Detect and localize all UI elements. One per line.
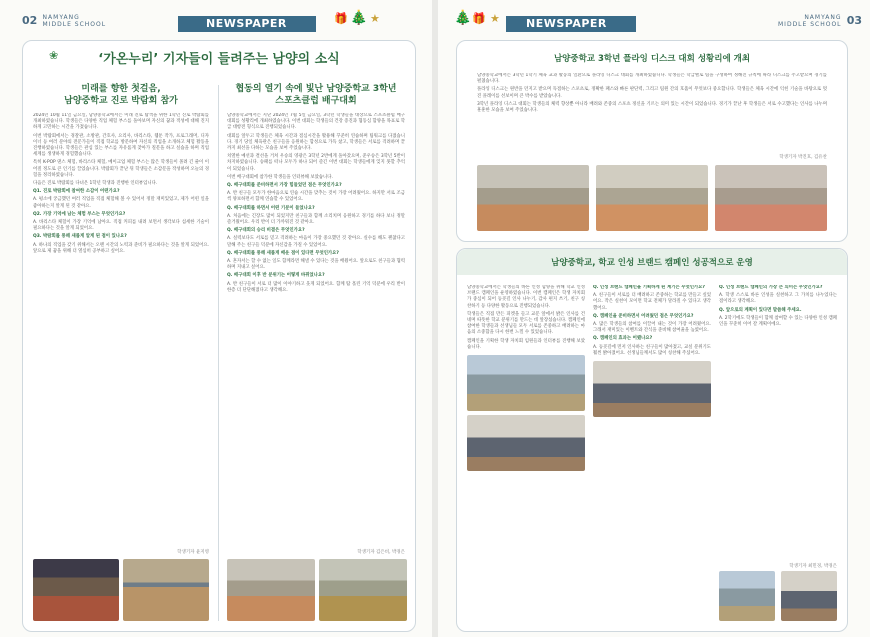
section-label: NEWSPAPER: [206, 17, 287, 30]
article4-photo-4: [719, 571, 775, 621]
article1-photo-2: [123, 559, 209, 621]
article4-photo-1: [467, 355, 585, 411]
article4-title: 남양중학교, 학교 인성 브랜드 캠페인 성공적으로 운영: [551, 258, 753, 268]
page-number: 02: [22, 14, 38, 27]
article4-body-col3: Q. 인성 브랜드 캠페인의 가장 큰 의미는 무엇인가요? A. 학생 스스로 바른 인성을 실천하고 그 가치를 나누었다는 점이라고 생각해요. Q. 앞으로의 계획이 있다면 말씀해 주세요. A. 2학기에도 학생들이 함께 참여할 수 있는 다양한 인성 캠페인을 꾸준히 이어 갈 계획이에요.: [719, 285, 837, 328]
leaf-icon: ❀: [49, 49, 59, 62]
tree-icon: 🎄: [454, 10, 472, 26]
left-main-card: [22, 40, 416, 632]
section-label: NEWSPAPER: [526, 17, 607, 30]
gift-icon: 🎁: [472, 12, 486, 25]
article3-body: 남양중학교에서는 3학년 1학기 체육 교과 활동의 일환으로 플라잉 디스크 대회를 개최하였습니다. 학생들은 학급별로 팀을 구성하여 정해진 규칙에 따라 디스크를 주고받으며 경기를 펼쳤습니다. 플라잉 디스크는 원반을 던지고 받으며 득점하는 스포츠로, 정확한 패스와 빠른 판단력, 그리고 팀원 간의 호흡이 무엇보다 중요합니다. 학생들은 체육 시간에 익힌 기술을 바탕으로 멋진 플레이를 선보이며 큰 박수를 받았습니다. 3학년 플라잉 디스크 대회는 학생들의 체력 향상뿐 아니라 배려와 존중의 스포츠 정신을 기르는 의미 있는 시간이 되었습니다. 경기가 끝난 후 학생들은 서로 수고했다는 인사를 나누며 훈훈한 모습을 보여 주었습니다.: [477, 73, 827, 114]
article4-photo-3: [593, 361, 711, 417]
gift-icon: 🎁: [334, 12, 348, 25]
page-number: 03: [846, 14, 863, 27]
left-page: [0, 0, 432, 637]
article4-photo-5: [781, 571, 837, 621]
column-divider: [218, 85, 219, 621]
article4-body-col1: 남양중학교에서는 학생들의 바른 인성 함양을 위해 학교 인성 브랜드 캠페인을 운영하였습니다. 이번 캠페인은 학생 자치회가 중심이 되어 등굣길 인사 나누기, 감사 편지 쓰기, 친구 칭찬하기 등 다양한 활동으로 진행되었습니다. 학생들은 직접 만든 피켓을 들고 교문 앞에서 밝은 인사를 건네며 따뜻한 학교 분위기를 만드는 데 앞장섰습니다. 캠페인에 참여한 학생들과 선생님들 모두 서로를 존중하고 배려하는 마음의 소중함을 다시 한번 느낄 수 있었습니다. 캠페인을 기획한 학생 자치회 임원들과 인터뷰를 진행해 보았습니다.: [467, 285, 585, 615]
article4-photo-2: [467, 415, 585, 471]
article1-title: 미래를 향한 첫걸음, 남양중학교 진로 박람회 참가: [64, 84, 178, 106]
star-icon: ★: [490, 12, 500, 25]
school-name: NAMYANG MIDDLE SCHOOL: [778, 14, 842, 28]
article3-byline: 학생기자 박진호, 김유찬: [779, 155, 827, 160]
school-name: NAMYANG MIDDLE SCHOOL: [42, 14, 107, 28]
article2-byline: 학생기자 김은비, 박경은: [357, 550, 405, 555]
right-page: [438, 0, 870, 637]
star-icon: ★: [370, 12, 380, 25]
article2-title: 협동의 열기 속에 빛난 남양중학교 3학년 스포츠클럽 배구대회: [235, 84, 397, 106]
article1-byline: 학생기자 윤지영: [177, 550, 209, 555]
section-bar: [178, 16, 316, 32]
section-bar: [506, 16, 636, 32]
article1-body: 2024년 10월 11일 금요일, 남양중학교에서는 미래 진로 탐색을 위한 1학년 진로 박람회를 개최하였습니다. 학생들은 다양한 직업 체험 부스를 돌아보며 자신의 꿈과 적성에 대해 진지하게 고민하는 시간을 가졌습니다. 이번 박람회에서는 경찰관, 소방관, 간호사, 요리사, 바리스타, 웹툰 작가, 프로그래머, 디자이너 등 여러 분야의 전문가들이 직접 학교를 방문하여 자신의 직업을 소개하고 체험 활동을 진행하였습니다. 학생들은 관심 있는 부스를 자유롭게 찾아가 질문을 하고 실습을 하며 직업 세계를 생생하게 경험했습니다. 특히 K-POP 댄스 체험, 바리스타 체험, 메이크업 체험 부스는 많은 학생들이 몰려 긴 줄이 이어질 정도로 큰 인기를 끌었습니다. 박람회가 끝난 뒤 학생들은 소감문을 작성하며 오늘의 경험을 정리하였습니다. 다음은 진로 박람회를 다녀온 1학년 학생과 진행한 인터뷰입니다. Q1. 진로 박람회에 참여한 소감이 어떤가요? A. 평소에 궁금했던 여러 직업을 직접 체험해 볼 수 있어서 정말 재미있었고, 제가 어떤 일을 좋아하는지 알게 된 것 같아요. Q2. 가장 기억에 남는 체험 부스는 무엇인가요? A. 바리스타 체험이 가장 기억에 남아요. 직접 커피를 내려 보면서 생각보다 섬세한 기술이 필요하다는 것을 알게 되었어요. Q3. 박람회를 통해 새롭게 알게 된 점이 있나요? A. 하나의 직업을 갖기 위해서는 오랜 시간의 노력과 준비가 필요하다는 것을 알게 되었어요. 앞으로 제 꿈을 위해 더 열심히 공부하고 싶어요.: [33, 113, 209, 254]
article2-body: 남양중학교에서는 지난 2024년 7월 5일 금요일, 3학년 학생들을 대상으로 스포츠클럽 배구대회를 성황리에 개최하였습니다. 이번 대회는 학생들의 건강 증진과 협동심 함양을 목표로 학급 대항전 형식으로 진행되었습니다. 대회를 앞두고 학생들은 체육 시간과 점심시간을 활용해 꾸준히 연습하며 팀워크를 다졌습니다. 경기 당일 체육관은 친구들을 응원하는 함성으로 가득 찼고, 학생들은 서로를 격려하며 끝까지 최선을 다하는 모습을 보여 주었습니다. 치열한 예선과 결선을 거쳐 우승의 영광은 3학년 2반에게 돌아갔으며, 준우승은 3학년 5반이 차지하였습니다. 승패를 떠나 모두가 하나 되어 즐긴 이번 대회는 학생들에게 잊지 못할 추억이 되었습니다. 이번 배구대회에 참가한 학생들을 인터뷰해 보았습니다. Q. 배구대회를 준비하면서 가장 힘들었던 점은 무엇인가요? A. 반 친구들 모두가 한마음으로 연습 시간을 맞추는 것이 가장 어려웠어요. 하지만 서로 조금씩 양보하면서 함께 연습할 수 있었어요. Q. 배구대회를 하면서 어떤 기분이 들었나요? A. 처음에는 긴장도 많이 되었지만 친구들과 함께 소리치며 응원하고 경기를 하다 보니 정말 즐거웠어요. 우리 반이 더 가까워진 것 같아요. Q. 배구대회의 승리 비결은 무엇인가요? A. 실력보다도 서로를 믿고 격려하는 마음이 가장 중요했던 것 같아요. 실수를 해도 괜찮다고 말해 주는 친구들 덕분에 자신감을 가질 수 있었어요. Q. 배구대회를 통해 새롭게 배운 점이 있다면 무엇인가요? A. 혼자서는 할 수 없는 일도 함께라면 해낼 수 있다는 것을 배웠어요. 앞으로도 친구들과 협력하며 지내고 싶어요. Q. 배구대회 이후 반 분위기는 어떻게 바뀌었나요? A. 반 친구들이 서로 더 많이 이야기하고 웃게 되었어요. 함께 땀 흘린 기억 덕분에 우리 반이 한층 더 단단해졌다고 생각해요.: [227, 113, 405, 293]
article3-card: [456, 40, 848, 242]
left-page-header: [22, 14, 106, 30]
article2-photo-2: [319, 559, 407, 621]
tree-icon: 🎄: [350, 10, 368, 26]
article4-card: [456, 248, 848, 632]
article2-photo-1: [227, 559, 315, 621]
article3-photo-2: [596, 165, 708, 231]
article3-photo-1: [477, 165, 589, 231]
article3-photo-3: [715, 165, 827, 231]
article3-title: 남양중학교 3학년 플라잉 디스크 대회 성황리에 개최: [553, 54, 751, 64]
article4-byline: 학생기자 최민경, 박경은: [789, 564, 837, 569]
right-page-header: [778, 14, 862, 30]
article4-body-col2: Q. 인성 브랜드 캠페인을 기획하게 된 계기는 무엇인가요? A. 친구들이 서로를 더 배려하고 존중하는 학교를 만들고 싶었어요. 작은 실천이 모이면 학교 전체가 달라질 수 있다고 생각했어요. Q. 캠페인을 준비하면서 어려웠던 점은 무엇인가요? A. 많은 학생들의 참여를 이끌어 내는 것이 가장 어려웠어요. 그래서 재미있는 이벤트와 간식을 준비해 참여율을 높였어요. Q. 캠페인의 효과는 어땠나요? A. 등굣길에 먼저 인사하는 친구들이 많아졌고, 교실 분위기도 훨씬 밝아졌어요. 선생님들께서도 많이 칭찬해 주셨어요.: [593, 285, 711, 615]
page-main-title: ‘가온누리’ 기자들이 들려주는 남양의 소식: [98, 52, 340, 67]
article1-photo-1: [33, 559, 119, 621]
